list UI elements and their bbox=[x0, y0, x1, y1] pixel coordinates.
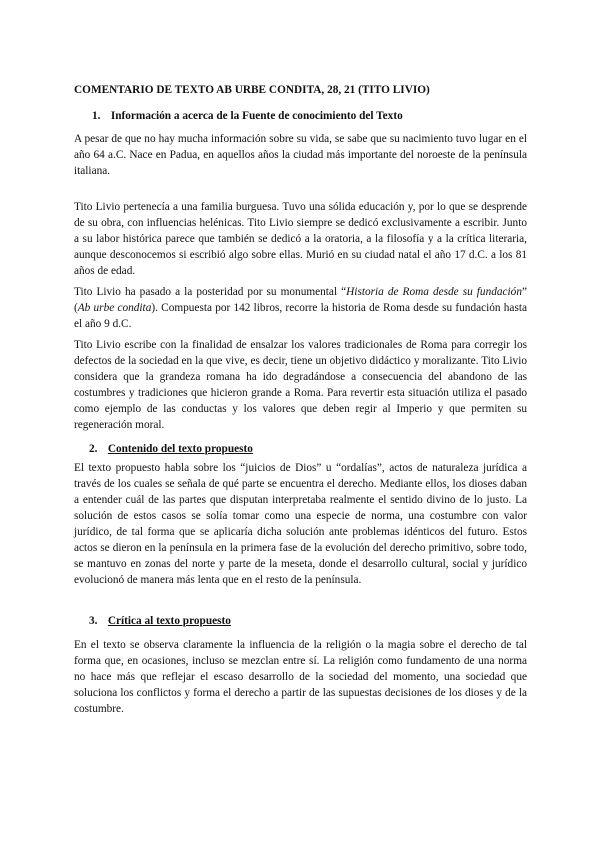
section-number: 1. bbox=[92, 110, 101, 122]
paragraph: El texto propuesto habla sobre los “juicios de Dios” u “ordalías”, actos de naturaleza jurídica a través de los cuales se señala de qué parte se encuentra el derecho. Mediante ellos, los dioses daban a entender cuál de las partes que disputan interpretaba realmente el sentido divino de lo justo. La solución de estos casos se solía tomar como una especie de norma, una costumbre con valor jurídico, de tal forma que se aplicaría dicha solución ante problemas idénticos del futuro. Estos actos se dieron en la península en la primera fase de la evolución del derecho primitivo, sobre todo, se mantuvo en zonas del norte y parte de la meseta, donde el desarrollo cultural, social y jurídico evolucionó de manera más lenta que en el resto de la península. bbox=[74, 462, 527, 586]
document-title: COMENTARIO DE TEXTO AB URBE CONDITA, 28, 21 (TITO LIVIO) bbox=[74, 84, 430, 96]
section-heading-2 bbox=[89, 443, 253, 455]
section-heading-3 bbox=[89, 615, 231, 627]
book-title-italic: Historia de Roma desde su fundación bbox=[346, 286, 522, 298]
section-heading-text: Información a acerca de la Fuente de conocimiento del Texto bbox=[110, 110, 403, 122]
paragraph-text: ). Compuesta por 142 libros, recorre la historia de Roma desde su fundación hasta el año 9 d.C. bbox=[74, 302, 527, 330]
paragraph-text: ” ( bbox=[74, 286, 527, 314]
section-heading-text: Contenido del texto propuesto bbox=[107, 443, 253, 455]
paragraph-text: Tito Livio ha pasado a la posteridad por su monumental “ bbox=[74, 286, 347, 298]
paragraph: A pesar de que no hay mucha información sobre su vida, se sabe que su nacimiento tuvo lugar en el año 64 a.C. Nace en Padua, en aquellos años la ciudad más importante del noroeste de la península italiana. bbox=[74, 133, 527, 177]
paragraph: Tito Livio escribe con la finalidad de ensalzar los valores tradicionales de Roma para corregir los defectos de la sociedad en la que vive, es decir, tiene un objetivo didáctico y moralizante. Tito Livio considera que la grandeza romana ha ido degradándose a consecuencia del abandono de las costumbres y tradiciones que hicieron grande a Roma. Para revertir esta situación utiliza el pasado como ejemplo de las conductas y los valores que deben regir al Imperio y que permiten su regeneración moral. bbox=[74, 339, 527, 431]
section-heading-1 bbox=[92, 110, 403, 122]
paragraph bbox=[74, 284, 527, 332]
section-number: 2. bbox=[89, 443, 98, 455]
section-number: 3. bbox=[89, 615, 98, 627]
paragraph: Tito Livio pertenecía a una familia burguesa. Tuvo una sólida educación y, por lo que se desprende de su obra, con influencias helénicas. Tito Livio siempre se dedicó exclusivamente a escribir. Junto a su labor histórica parece que también se dedicó a la oratoria, a la filosofía y a la crítica literaria, aunque desconocemos si escribió algo sobre ellas. Murió en su ciudad natal el año 17 d.C. a los 81 años de edad. bbox=[74, 201, 527, 277]
paragraph: En el texto se observa claramente la influencia de la religión o la magia sobre el derecho de tal forma que, en ocasiones, incluso se mezclan entre sí. La religión como fundamento de una norma no hace más que reflejar el escaso desarrollo de la sociedad del momento, una sociedad que soluciona los conflictos y forma el derecho a partir de las supuestas decisiones de los dioses y de la costumbre. bbox=[74, 639, 527, 715]
latin-title-italic: Ab urbe condita bbox=[77, 302, 152, 314]
section-heading-text: Crítica al texto propuesto bbox=[107, 615, 231, 627]
